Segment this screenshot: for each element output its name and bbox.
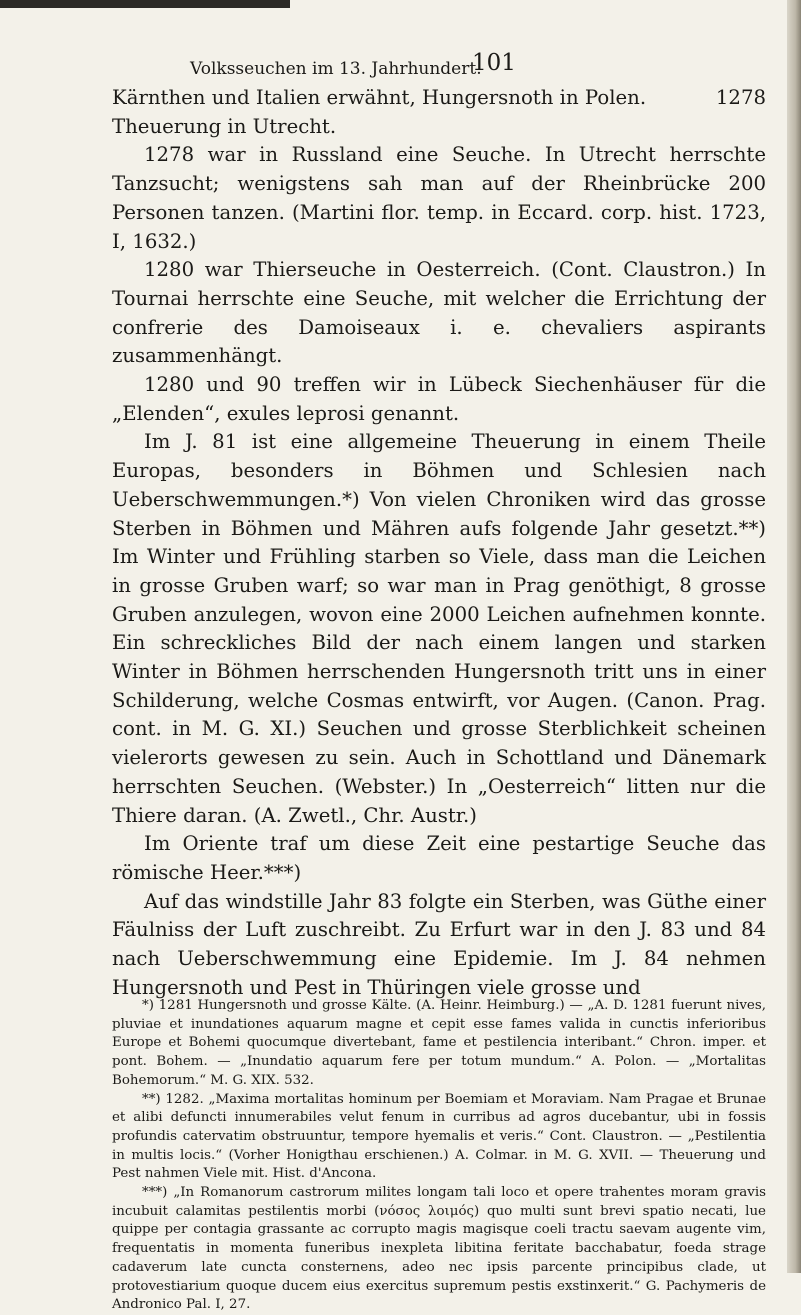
paragraph-2: Theuerung in Utrecht.: [112, 114, 337, 138]
footnote-1: *) 1281 Hungersnoth und grosse Kälte. (A. Heinr. Heimburg.) — „A. D. 1281 fuerunt nives, pluviae et inundationes aquarum magne et cepit esse fames valida in cunctis inferioribus Europe et Bohemi quocumque divertebant, fame et pestilencia interibant.“ Chron. imper. et pont. Bohem. — „Inundatio aquarum fere per totum mundum.“ A. Polon. — „Mortalitas Bohemorum.“ M. G. XIX. 532.: [112, 998, 766, 1088]
main-text: [112, 84, 766, 1003]
paragraph-text: Kärnthen und Italien erwähnt, Hungersnoth in Polen.: [112, 86, 647, 109]
page-top-edge: [0, 0, 290, 8]
page-number: 101: [472, 50, 516, 76]
footnotes: [112, 997, 766, 1315]
page-right-edge: [787, 0, 801, 1273]
paragraph-4: 1280 war Thierseuche in Oesterreich. (Cont. Claustron.) In Tournai herrschte eine Seuche, mit welcher die Errichtung der confrerie des Damoiseaux i. e. chevaliers aspirants zusammenhängt.: [112, 258, 766, 368]
paragraph-8: Auf das windstille Jahr 83 folgte ein Sterben, was Güthe einer Fäulniss der Luft zuschreibt. Zu Erfurt war in den J. 83 und 84 nach Ueberschwemmung eine Epidemie. Im J. 84 nehmen Hungersnoth und Pest in Thüringen viele grosse und: [112, 889, 766, 999]
paragraph-3: 1278 war in Russland eine Seuche. In Utrecht herrschte Tanzsucht; wenigstens sah man auf der Rheinbrücke 200 Personen tanzen. (Martini flor. temp. in Eccard. corp. hist. 1723, I, 1632.): [112, 143, 766, 253]
footnote-3: ***) „In Romanorum castrorum milites longam tali loco et opere trahentes moram gravis incubuit calamitas pestilentis morbi (νόσος λοιμός) quo multi sunt brevi spatio necati, lue quippe per contagia grassante ac corrupto magis magisque coeli tractu saevam augente vim, frequentatis in momenta funeribus inexpleta libitina feritate bacchabatur, foeda strage cadaverum late cuncta consternens, adeo nec ipsis parcente principibus clade, ut protovestiarium quoque ducem eius exercitus supremum pestis exstinxerit.“ G. Pachymeris de Andronico Pal. I, 27.: [112, 1185, 766, 1313]
running-title: Volksseuchen im 13. Jahrhundert.: [190, 59, 482, 79]
paragraph-7: Im Oriente traf um diese Zeit eine pestartige Seuche das römische Heer.***): [112, 832, 766, 884]
margin-year: 1278: [715, 86, 766, 109]
footnote-2: **) 1282. „Maxima mortalitas hominum per Boemiam et Moraviam. Nam Pragae et Brunae et alibi defuncti innumerabiles velut fenum in curribus ad agros ducebantur, ubi in fossis profundis catervatim obstruuntur, tempore hyemalis et veris.“ Cont. Claustron. — „Pestilentia in multis locis.“ (Vorher Honigthau erschienen.) A. Colmar. in M. G. XVII. — Theuerung und Pest nahmen Viele mit. Hist. d'Ancona.: [112, 1091, 766, 1182]
paragraph-6: Im J. 81 ist eine allgemeine Theuerung in einem Theile Europas, besonders in Böhmen und Schlesien nach Ueberschwemmungen.*) Von vielen Chroniken wird das grosse Sterben in Böhmen und Mähren aufs folgende Jahr gesetzt.**) Im Winter und Frühling starben so Viele, dass man die Leichen in grosse Gruben warf; so war man in Prag genöthigt, 8 grosse Gruben anzulegen, wovon eine 2000 Leichen aufnehmen konnte. Ein schreckliches Bild der nach einem langen und starken Winter in Böhmen herrschenden Hungersnoth tritt uns in einer Schilderung, welche Cosmas entwirft, vor Augen. (Canon. Prag. cont. in M. G. XI.) Seuchen und grosse Sterblichkeit scheinen vielerorts gewesen zu sein. Auch in Schottland und Dänemark herrschten Seuchen. (Webster.) In „Oesterreich“ litten nur die Thiere daran. (A. Zwetl., Chr. Austr.): [112, 430, 766, 827]
paragraph-5: 1280 und 90 treffen wir in Lübeck Siechenhäuser für die „Elenden“, exules leprosi genannt.: [112, 373, 766, 425]
paragraph-1: [112, 84, 766, 113]
